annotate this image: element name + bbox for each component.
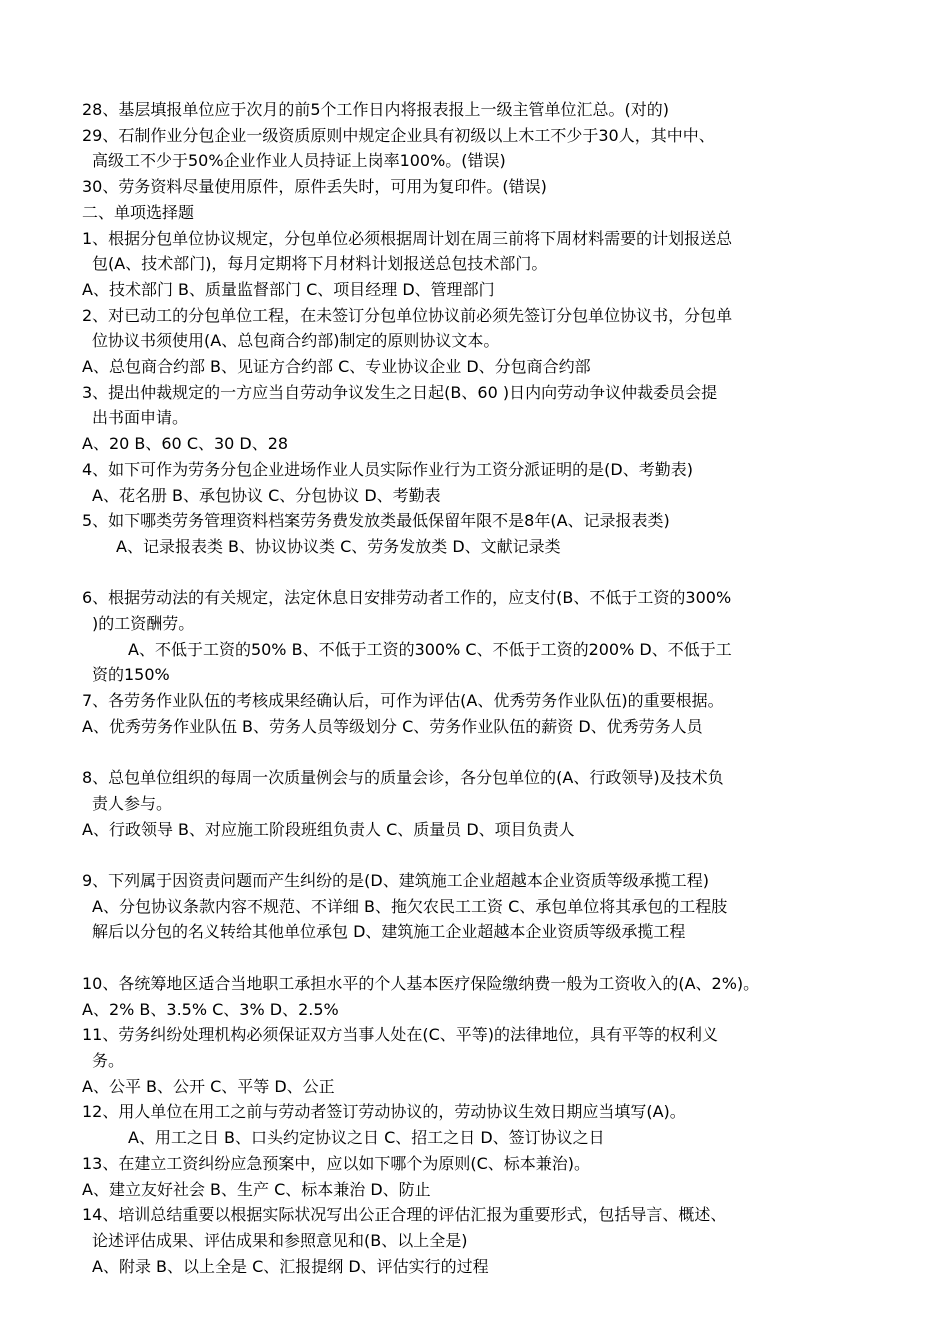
options-7: A、优秀劳务作业队伍 B、劳务人员等级划分 C、劳务作业队伍的薪资 D、优秀劳务人员 xyxy=(82,717,703,736)
options-12: A、用工之日 B、口头约定协议之日 C、招工之日 D、签订协议之日 xyxy=(128,1128,605,1147)
question-1-cont: 包(A、技术部门)，每月定期将下月材料计划报送总包技术部门。 xyxy=(92,254,548,273)
question-7: 7、各劳务作业队伍的考核成果经确认后，可作为评估(A、优秀劳务作业队伍)的重要根据。 xyxy=(82,691,724,710)
options-13: A、建立友好社会 B、生产 C、标本兼治 D、防止 xyxy=(82,1180,431,1199)
true-false-item-28: 28、基层填报单位应于次月的前5个工作日内将报表报上一级主管单位汇总。(对的) xyxy=(82,100,670,119)
question-2-cont: 位协议书须使用(A、总包商合约部)制定的原则协议文本。 xyxy=(92,331,500,350)
true-false-item-30: 30、劳务资料尽量使用原件，原件丢失时，可用为复印件。(错误) xyxy=(82,177,547,196)
options-10: A、2% B、3.5% C、3% D、2.5% xyxy=(82,1000,339,1019)
options-1: A、技术部门 B、质量监督部门 C、项目经理 D、管理部门 xyxy=(82,280,495,299)
question-9: 9、下列属于因资责问题而产生纠纷的是(D、建筑施工企业超越本企业资质等级承揽工程) xyxy=(82,871,709,890)
question-14: 14、培训总结重要以根据实际状况写出公正合理的评估汇报为重要形式，包括导言、概述、 xyxy=(82,1205,727,1224)
true-false-item-29: 29、石制作业分包企业一级资质原则中规定企业具有初级以上木工不少于30人，其中中、 xyxy=(82,126,715,145)
question-6-cont: )的工资酬劳。 xyxy=(92,614,195,633)
question-4: 4、如下可作为劳务分包企业进场作业人员实际作业行为工资分派证明的是(D、考勤表) xyxy=(82,460,693,479)
options-4: A、花名册 B、承包协议 C、分包协议 D、考勤表 xyxy=(92,486,441,505)
question-1: 1、根据分包单位协议规定，分包单位必须根据周计划在周三前将下周材料需要的计划报送总 xyxy=(82,229,733,248)
question-8: 8、总包单位组织的每周一次质量例会与的质量会诊，各分包单位的(A、行政领导)及技术负 xyxy=(82,768,724,787)
options-6: A、不低于工资的50% B、不低于工资的300% C、不低于工资的200% D、不低于工 xyxy=(128,640,732,659)
options-5: A、记录报表类 B、协议协议类 C、劳务发放类 D、文献记录类 xyxy=(116,537,561,556)
question-3: 3、提出仲裁规定的一方应当自劳动争议发生之日起(B、60 )日内向劳动争议仲裁委员会提 xyxy=(82,383,718,402)
options-11: A、公平 B、公开 C、平等 D、公正 xyxy=(82,1077,335,1096)
question-10: 10、各统筹地区适合当地职工承担水平的个人基本医疗保险缴纳费一般为工资收入的(A、2%)。 xyxy=(82,974,760,993)
question-8-cont: 责人参与。 xyxy=(92,794,173,813)
options-8: A、行政领导 B、对应施工阶段班组负责人 C、质量员 D、项目负责人 xyxy=(82,820,575,839)
options-2: A、总包商合约部 B、见证方合约部 C、专业协议企业 D、分包商合约部 xyxy=(82,357,591,376)
question-11: 11、劳务纠纷处理机构必须保证双方当事人处在(C、平等)的法律地位，具有平等的权利义 xyxy=(82,1025,719,1044)
question-2: 2、对已动工的分包单位工程，在未签订分包单位协议前必须先签订分包单位协议书，分包单 xyxy=(82,306,733,325)
question-3-cont: 出书面申请。 xyxy=(92,408,189,427)
question-14-cont: 论述评估成果、评估成果和参照意见和(B、以上全是) xyxy=(92,1231,468,1250)
question-11-cont: 务。 xyxy=(92,1051,125,1070)
question-6: 6、根据劳动法的有关规定，法定休息日安排劳动者工作的，应支付(B、不低于工资的300% xyxy=(82,588,732,607)
options-3: A、20 B、60 C、30 D、28 xyxy=(82,434,289,453)
options-9: A、分包协议条款内容不规范、不详细 B、拖欠农民工工资 C、承包单位将其承包的工程肢 xyxy=(92,897,728,916)
options-6-cont: 资的150% xyxy=(92,665,170,684)
options-9-cont: 解后以分包的名义转给其他单位承包 D、建筑施工企业超越本企业资质等级承揽工程 xyxy=(92,922,686,941)
section-heading: 二、单项选择题 xyxy=(82,203,195,222)
question-12: 12、用人单位在用工之前与劳动者签订劳动协议的，劳动协议生效日期应当填写(A)。 xyxy=(82,1102,686,1121)
true-false-item-29-cont: 高级工不少于50%企业作业人员持证上岗率100%。(错误) xyxy=(92,151,506,170)
question-5: 5、如下哪类劳务管理资料档案劳务费发放类最低保留年限不是8年(A、记录报表类) xyxy=(82,511,670,530)
question-13: 13、在建立工资纠纷应急预案中，应以如下哪个为原则(C、标本兼治)。 xyxy=(82,1154,591,1173)
options-14: A、附录 B、以上全是 C、汇报提纲 D、评估实行的过程 xyxy=(92,1257,489,1276)
